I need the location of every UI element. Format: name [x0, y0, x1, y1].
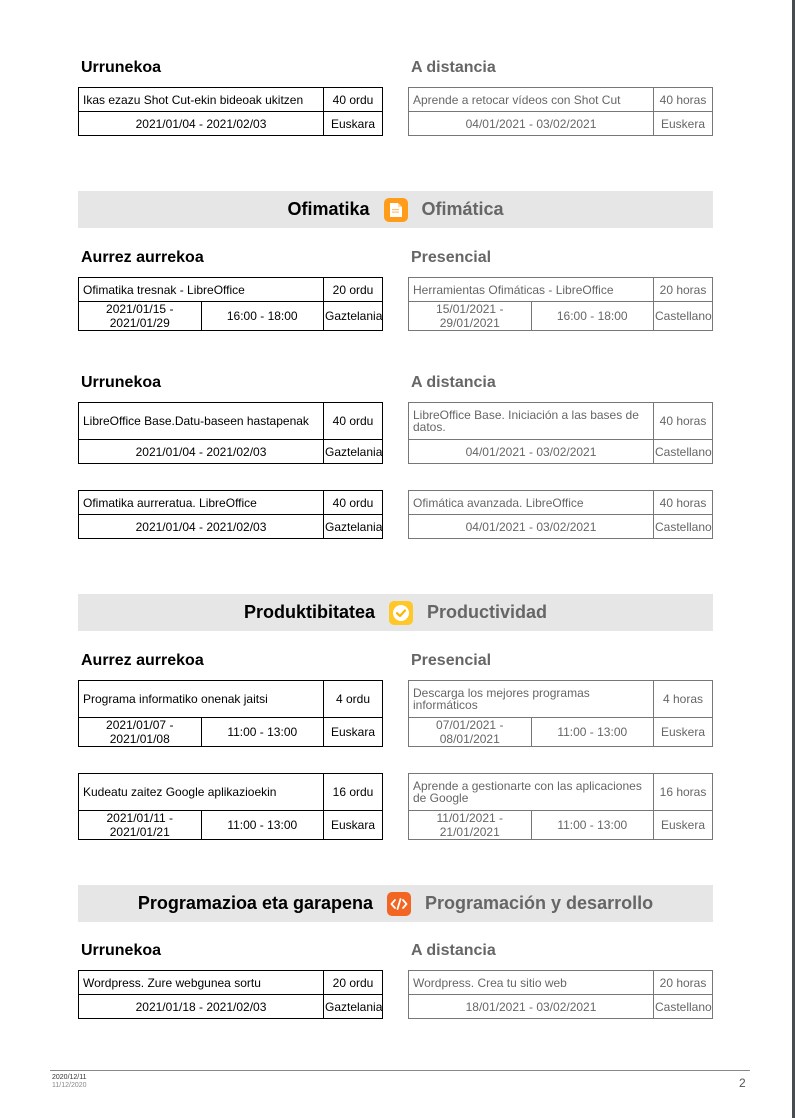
- course-time: 11:00 - 13:00: [531, 718, 654, 747]
- course-table: [408, 87, 713, 136]
- course-title: LibreOffice Base. Iniciación a las bases de datos.: [409, 403, 654, 440]
- course-language: Castellano: [654, 995, 713, 1019]
- produktibitatea-presencial-es: [408, 651, 713, 840]
- course-language: Gaztelania: [324, 995, 383, 1019]
- course-hours: 40 ordu: [324, 88, 383, 112]
- course-hours: 40 ordu: [324, 491, 383, 515]
- course-title: Aprende a retocar vídeos con Shot Cut: [409, 88, 654, 112]
- course-dates: 07/01/2021 - 08/01/2021: [409, 718, 532, 747]
- course-title: Descarga los mejores programas informáticos: [409, 681, 654, 718]
- course-table: [78, 490, 383, 539]
- course-table: [408, 680, 713, 747]
- section-header-ofimatika: [78, 191, 713, 228]
- course-hours: 40 horas: [654, 88, 713, 112]
- course-time: 11:00 - 13:00: [531, 811, 654, 840]
- course-title: Kudeatu zaitez Google aplikazioekin: [79, 774, 324, 811]
- checkmark-icon: [389, 601, 413, 625]
- code-icon: [387, 892, 411, 916]
- modality-heading: Presencial: [411, 652, 492, 669]
- course-table: [408, 490, 713, 539]
- course-hours: 40 horas: [654, 403, 713, 440]
- course-language: Euskera: [654, 718, 713, 747]
- course-language: Castellano: [654, 515, 713, 539]
- course-dates: 2021/01/18 - 2021/02/03: [79, 995, 324, 1019]
- course-table: [408, 277, 713, 331]
- course-title: Programa informatiko onenak jaitsi: [79, 681, 324, 718]
- course-title: Ofimatika aurreratua. LibreOffice: [79, 491, 324, 515]
- course-table: [78, 402, 383, 464]
- course-table: [408, 402, 713, 464]
- course-hours: 40 ordu: [324, 403, 383, 440]
- section-title-eu: Ofimatika: [287, 199, 370, 219]
- course-time: 16:00 - 18:00: [201, 302, 324, 331]
- course-title: Ofimatika tresnak - LibreOffice: [79, 278, 324, 302]
- course-dates: 11/01/2021 - 21/01/2021: [409, 811, 532, 840]
- modality-heading: A distancia: [411, 374, 496, 391]
- course-hours: 20 ordu: [324, 971, 383, 995]
- document-icon: [384, 198, 408, 222]
- footer-date-es: 11/12/2020: [52, 1082, 87, 1089]
- course-dates: 2021/01/07 - 2021/01/08: [79, 718, 202, 747]
- course-dates: 04/01/2021 - 03/02/2021: [409, 515, 654, 539]
- course-hours: 16 ordu: [324, 774, 383, 811]
- course-table: [78, 680, 383, 747]
- ofimatika-presencial-eu: [78, 248, 383, 331]
- course-time: 11:00 - 13:00: [201, 718, 324, 747]
- footer-divider: [50, 1070, 750, 1071]
- course-language: Gaztelania: [324, 302, 383, 331]
- course-hours: 4 ordu: [324, 681, 383, 718]
- section-title-es: Ofimática: [421, 199, 504, 219]
- course-language: Gaztelania: [324, 440, 383, 464]
- course-hours: 40 horas: [654, 491, 713, 515]
- course-title: LibreOffice Base.Datu-baseen hastapenak: [79, 403, 324, 440]
- course-dates: 2021/01/04 - 2021/02/03: [79, 515, 324, 539]
- ofimatika-presencial-es: [408, 248, 713, 331]
- course-language: Euskara: [324, 811, 383, 840]
- course-hours: 16 horas: [654, 774, 713, 811]
- course-title: Ikas ezazu Shot Cut-ekin bideoak ukitzen: [79, 88, 324, 112]
- section-title-es: Programación y desarrollo: [425, 893, 654, 913]
- ofimatika-distancia-es: [408, 373, 713, 539]
- modality-heading: Presencial: [411, 249, 492, 266]
- course-hours: 20 horas: [654, 971, 713, 995]
- course-time: 16:00 - 18:00: [531, 302, 654, 331]
- section-header-produktibitatea: [78, 594, 713, 631]
- course-title: Ofimática avanzada. LibreOffice: [409, 491, 654, 515]
- course-title: Aprende a gestionarte con las aplicaciones de Google: [409, 774, 654, 811]
- footer-date-eu: 2020/12/11: [52, 1074, 87, 1081]
- course-title: Wordpress. Zure webgunea sortu: [79, 971, 324, 995]
- course-language: Castellano: [654, 440, 713, 464]
- modality-heading: Urrunekoa: [81, 942, 162, 959]
- course-table: [78, 87, 383, 136]
- course-dates: 2021/01/04 - 2021/02/03: [79, 112, 324, 136]
- ofimatika-distancia-eu: [78, 373, 383, 539]
- section-title-eu: Programazioa eta garapena: [137, 893, 373, 913]
- course-table: [408, 970, 713, 1019]
- course-dates: 2021/01/04 - 2021/02/03: [79, 440, 324, 464]
- course-dates: 2021/01/15 - 2021/01/29: [79, 302, 202, 331]
- course-title: Wordpress. Crea tu sitio web: [409, 971, 654, 995]
- programazioa-distancia-es: [408, 941, 713, 1019]
- course-hours: 20 ordu: [324, 278, 383, 302]
- course-time: 11:00 - 13:00: [201, 811, 324, 840]
- course-dates: 04/01/2021 - 03/02/2021: [409, 112, 654, 136]
- course-dates: 15/01/2021 - 29/01/2021: [409, 302, 532, 331]
- video-distance-es: [408, 58, 713, 136]
- course-hours: 20 horas: [654, 278, 713, 302]
- modality-heading: A distancia: [411, 59, 496, 76]
- course-table: [78, 773, 383, 840]
- modality-heading: Aurrez aurrekoa: [81, 652, 204, 669]
- course-language: Euskera: [654, 112, 713, 136]
- course-title: Herramientas Ofimáticas - LibreOffice: [409, 278, 654, 302]
- course-language: Castellano: [654, 302, 713, 331]
- course-dates: 2021/01/11 - 2021/01/21: [79, 811, 202, 840]
- course-dates: 04/01/2021 - 03/02/2021: [409, 440, 654, 464]
- section-header-programazioa: [78, 885, 713, 922]
- course-dates: 18/01/2021 - 03/02/2021: [409, 995, 654, 1019]
- video-distance-eu: [78, 58, 383, 136]
- course-table: [78, 277, 383, 331]
- course-table: [78, 970, 383, 1019]
- modality-heading: Aurrez aurrekoa: [81, 249, 204, 266]
- programazioa-distancia-eu: [78, 941, 383, 1019]
- course-language: Euskara: [324, 112, 383, 136]
- course-language: Euskara: [324, 718, 383, 747]
- modality-heading: Urrunekoa: [81, 59, 162, 76]
- course-hours: 4 horas: [654, 681, 713, 718]
- produktibitatea-presencial-eu: [78, 651, 383, 840]
- section-title-eu: Produktibitatea: [243, 602, 375, 622]
- course-language: Gaztelania: [324, 515, 383, 539]
- modality-heading: A distancia: [411, 942, 496, 959]
- modality-heading: Urrunekoa: [81, 374, 162, 391]
- course-table: [408, 773, 713, 840]
- course-language: Euskera: [654, 811, 713, 840]
- page-number: 2: [739, 1076, 746, 1090]
- section-title-es: Productividad: [427, 602, 548, 622]
